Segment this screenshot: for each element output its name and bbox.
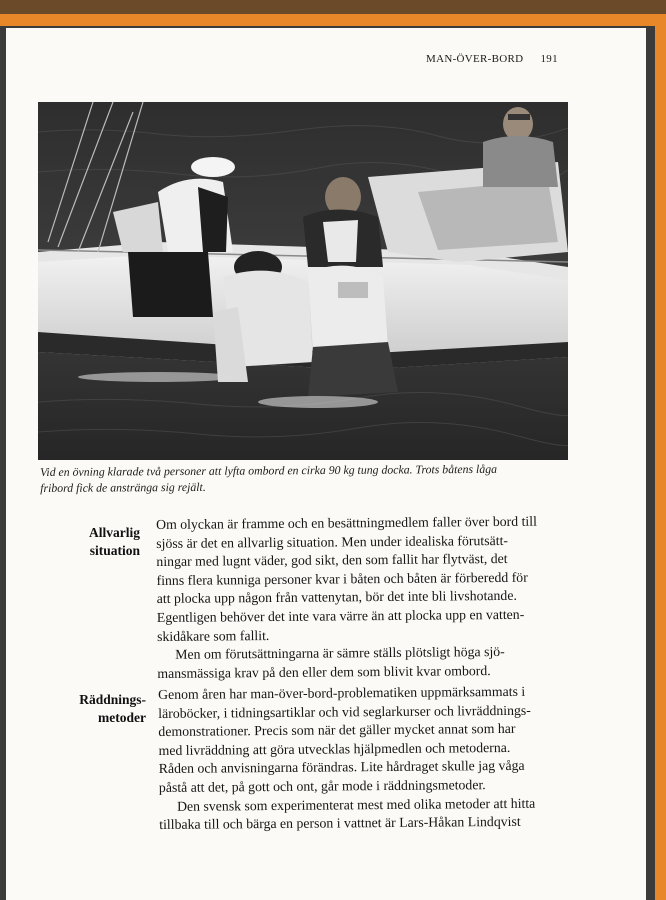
section-body-allvarlig-situation [156, 512, 587, 683]
side-heading-allvarlig-situation [40, 524, 140, 560]
body-line: mansmässiga krav på den eller dem som blivit kvar ombord. [157, 662, 491, 681]
body-line-indented: Men om förutsättningarna är sämre ställs plötsligt höga sjö- [175, 644, 505, 662]
running-title: MAN-ÖVER-BORD [426, 53, 524, 65]
body-line: Genom åren har man-över-bord-problematiken uppmärksammats i [158, 683, 526, 702]
body-line: skidåkare som fallit. [156, 627, 270, 644]
side-heading-line: Räddnings- [79, 692, 146, 707]
body-line: Egentligen behöver det inte vara värre än att plocka upp en vatten- [156, 606, 525, 625]
body-line: tillbaka till och bärga en person i vattnet är Lars-Håkan Lindqvist [159, 813, 521, 833]
body-line: att plocka upp någon från vattenytan, bör det inte bli livshotande. [156, 588, 517, 607]
body-line: med livräddning att göra utvecklas hjälpmedlen och metoderna. [158, 739, 511, 758]
caption-line: fribord fick de anstränga sig rejält. [40, 479, 206, 495]
page-number: 191 [540, 53, 558, 65]
body-line-indented: Den svensk som experimenterat mest med olika metoder att hitta [176, 795, 536, 814]
body-line: finns flera kunniga personer kvar i båten och båten är förberedd för [156, 569, 528, 588]
body-line: sjöss är det en allvarlig situation. Men under idealiska förutsätt- [156, 532, 509, 551]
side-heading-line: situation [89, 543, 140, 558]
body-line: läroböcker, i tidningsartiklar och vid seglarkurser och livräddnings- [158, 702, 531, 721]
body-line: Om olyckan är framme och en besättningmedlem faller över bord till [156, 513, 537, 532]
running-header [426, 53, 636, 65]
body-line: Råden och anvisningarna förändras. Lite hårdraget skulle jag våga [158, 758, 525, 777]
side-heading-line: metoder [98, 710, 146, 725]
side-heading-raddningsmetoder [46, 691, 146, 727]
caption-line: Vid en övning klarade två personer att lyfta ombord en cirka 90 kg tung docka. Trots båtens låga [40, 461, 498, 479]
book-page [6, 28, 646, 900]
side-heading-line: Allvarlig [89, 525, 140, 540]
photo-caption [40, 460, 580, 496]
body-line: demonstrationer. Precis som när det gäller mycket annat som har [158, 721, 516, 740]
section-body-raddningsmetoder [158, 682, 589, 834]
sailing-rescue-photo [38, 102, 568, 460]
body-line: påstå att det, på gott och ont, går mode i räddningsmetoder. [158, 777, 486, 795]
body-line: ningar med lugnt väder, god sikt, den som fallit har flytväst, det [156, 551, 508, 570]
